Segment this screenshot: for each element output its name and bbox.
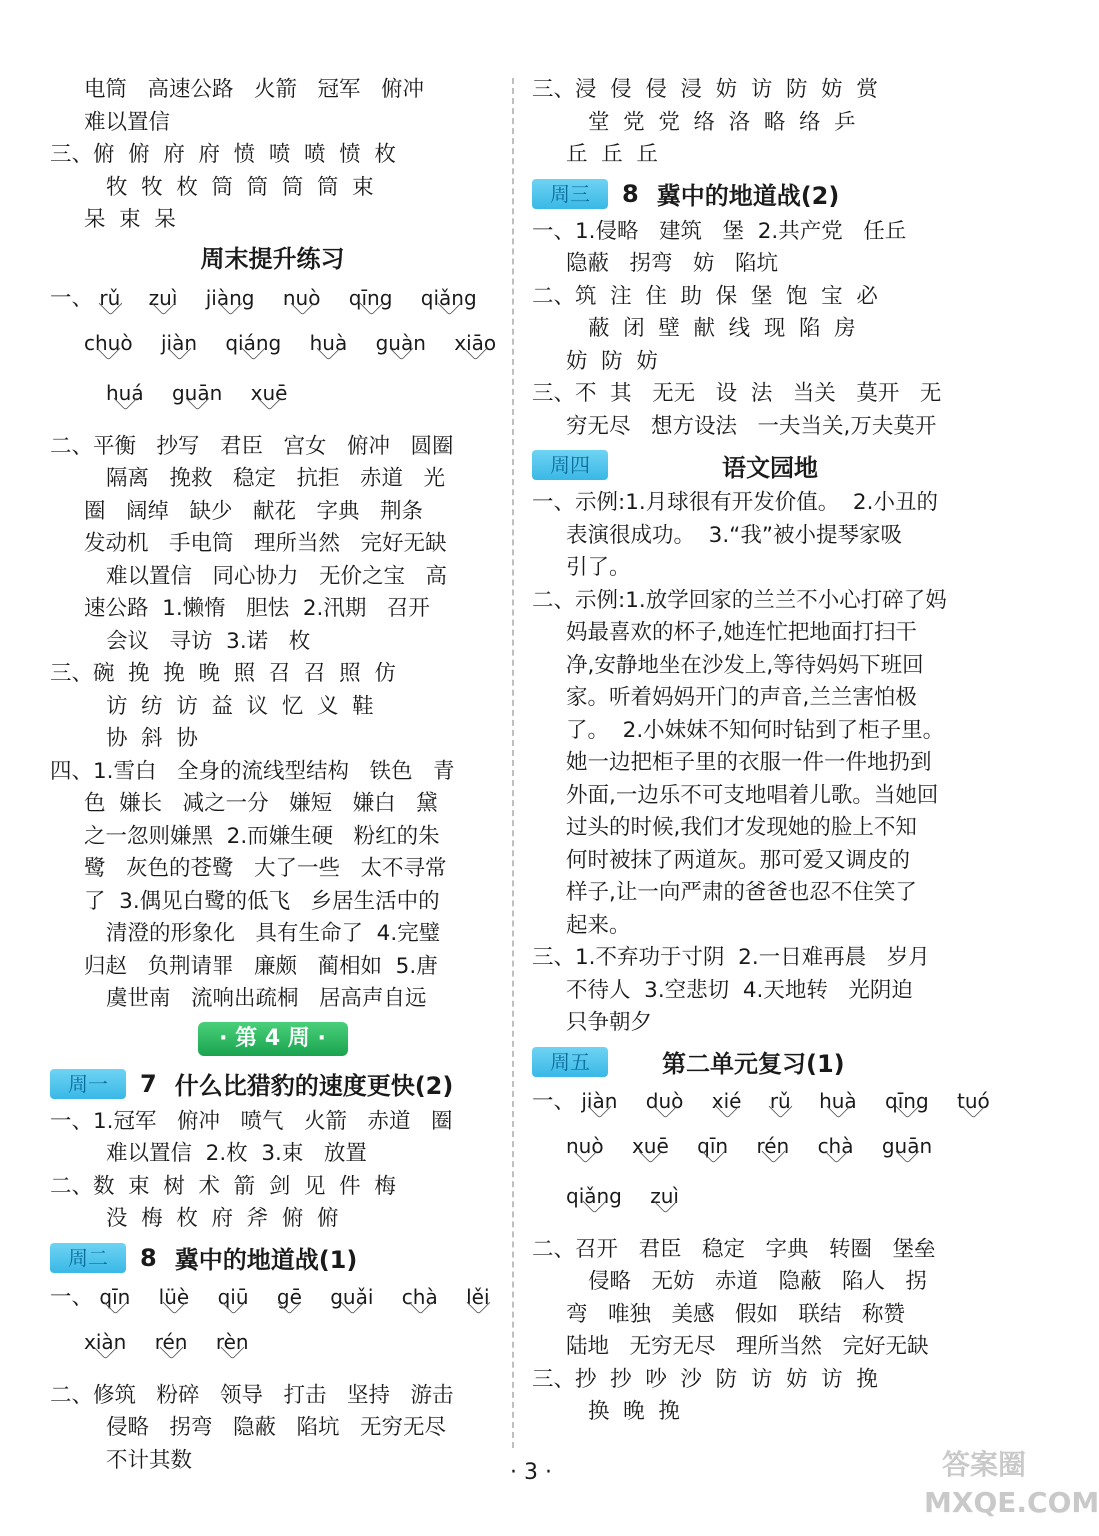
pinyin-word: lěi (466, 1284, 490, 1309)
item-prefix: 一、 (50, 285, 94, 311)
text-line: 只争朝夕 (566, 1010, 653, 1035)
day-tag: 周四 (532, 450, 608, 480)
pinyin-word: lüè (158, 1284, 190, 1309)
pinyin-row (50, 331, 495, 381)
pinyin-word: rén (154, 1329, 188, 1354)
text-line: 穷无尽 想方设法 一夫当关,万夫莫开 (566, 413, 937, 439)
pinyin-word: qiǎng (420, 285, 477, 310)
text-line: 二、平衡 抄写 君臣 宫女 俯冲 圆圈 (50, 433, 454, 459)
pinyin-word: guǎi (330, 1284, 374, 1309)
pinyin-word: nuò (282, 285, 321, 310)
text-line: 之一忽则嫌黑 2.而嫌生硬 粉红的朱 (84, 823, 440, 849)
day-tag: 周五 (532, 1047, 608, 1077)
text-line: 样子,让一向严肃的爸爸也忍不住笑了 (566, 880, 917, 905)
text-line: 归赵 负荆请罪 廉颇 蔺相如 5.唐 (84, 953, 438, 979)
text-line: 隐蔽 拐弯 妨 陷坑 (566, 251, 779, 276)
pinyin-word: nuò (566, 1133, 604, 1158)
pinyin-word: rǔ (769, 1088, 791, 1113)
text-line: 清澄的形象化 具有生命了 4.完璧 (106, 921, 441, 946)
lesson-number: 7 (140, 1069, 157, 1098)
text-line: 三、浸 侵 侵 浸 妨 访 防 妨 赏 (532, 77, 878, 102)
lesson-number: 8 (622, 179, 639, 208)
right-column (532, 74, 990, 1429)
text-line: 圈 阔绰 缺少 献花 字典 荆条 (84, 498, 424, 524)
text-line: 表演很成功。 3.“我”被小提琴家吸 (566, 522, 902, 548)
lesson-header (50, 1062, 495, 1106)
lesson-title: 冀中的地道战(1) (174, 1246, 358, 1274)
text-line: 侵略 拐弯 隐蔽 陷坑 无穷无尽 (106, 1415, 447, 1440)
page-number: · 3 · (510, 1460, 552, 1485)
pinyin-word: qīng (885, 1088, 929, 1113)
lesson-number: 8 (140, 1243, 157, 1272)
text-line: 难以置信 同心协力 无价之宝 高 (106, 563, 448, 589)
pinyin-word: qīn (697, 1133, 729, 1158)
pinyin-word: qiǎng (566, 1183, 622, 1208)
text-line: 协 斜 协 (106, 726, 198, 751)
pinyin-word: tuó (957, 1088, 990, 1113)
text-line: 蔽 闭 壁 献 线 现 陷 房 (588, 316, 856, 341)
text-line: 二、示例:1.放学回家的兰兰不小心打碎了妈 (532, 587, 947, 613)
text-line: 呆 束 呆 (84, 207, 176, 232)
pinyin-word: huá (106, 380, 144, 405)
text-line: 侵略 无妨 赤道 隐蔽 陷人 拐 (588, 1269, 928, 1294)
text-line: 会议 寻访 3.诺 枚 (106, 628, 311, 654)
text-line: 引了。 (566, 555, 631, 580)
text-line: 一、示例:1.月球很有开发价值。 2.小丑的 (532, 490, 938, 515)
pinyin-word: guān (171, 380, 223, 405)
pinyin-word: huà (309, 330, 348, 355)
text-line: 难以置信 2.枚 3.束 放置 (106, 1141, 367, 1166)
left-column (50, 74, 495, 1477)
text-line: 一、1.侵略 建筑 堡 2.共产党 任丘 (532, 218, 907, 244)
lesson-title: 语文园地 (722, 453, 818, 482)
pinyin-word: qiáng (225, 330, 282, 355)
pinyin-word: jiàng (205, 285, 255, 310)
item-prefix: 一、 (50, 1284, 94, 1310)
text-line: 起来。 (566, 912, 631, 938)
text-line: 了 3.偶见白鹭的低飞 乡居生活中的 (84, 888, 440, 914)
text-line: 三、俯 俯 府 府 愤 喷 喷 愤 枚 (50, 142, 396, 167)
text-line: 没 梅 枚 府 斧 俯 俯 (106, 1206, 339, 1231)
lesson-header (532, 443, 977, 487)
text-line: 不计其数 (106, 1447, 193, 1473)
pinyin-word: xié (711, 1088, 742, 1113)
text-line: 牧 牧 枚 筒 筒 筒 筒 束 (106, 174, 374, 200)
text-line: 难以置信 (84, 109, 171, 135)
day-tag: 周一 (50, 1069, 126, 1099)
pinyin-word: gē (276, 1284, 302, 1309)
text-line: 陆地 无穷无尽 理所当然 完好无缺 (566, 1334, 929, 1359)
text-line: 四、1.雪白 全身的流线型结构 铁色 青 (50, 758, 455, 784)
pinyin-row (50, 1280, 495, 1330)
column-divider (512, 78, 514, 1448)
text-line: 电筒 高速公路 火箭 冠军 俯冲 (84, 77, 425, 102)
text-line: 色 嫌长 减之一分 嫌短 嫌白 黛 (84, 791, 438, 816)
section-title: 周末提升练习 (200, 244, 345, 273)
day-tag: 周二 (50, 1243, 126, 1273)
text-line: 三、碗 挽 挽 晚 照 召 召 照 仿 (50, 661, 396, 686)
pinyin-word: rèn (215, 1329, 249, 1354)
text-line: 堂 党 党 络 洛 略 络 乒 (588, 109, 856, 135)
pinyin-row (50, 1330, 495, 1380)
text-line: 二、筑 注 住 助 保 堡 饱 宝 必 (532, 283, 878, 309)
text-line: 丘 丘 丘 (566, 142, 658, 167)
pinyin-word: zuì (148, 285, 178, 310)
pinyin-word: xiàn (84, 1329, 127, 1354)
text-line: 虞世南 流响出疏桐 居高声自远 (106, 986, 427, 1011)
text-line: 二、修筑 粉碎 领导 打击 坚持 游击 (50, 1382, 454, 1408)
pinyin-word: jiàn (581, 1088, 618, 1113)
text-line: 发动机 手电筒 理所当然 完好无缺 (84, 531, 447, 556)
text-line: 外面,一边乐不可支地唱着儿歌。当她回 (566, 782, 939, 808)
text-line: 弯 唯独 美感 假如 联结 称赞 (566, 1301, 906, 1327)
text-line: 三、1.不弃功于寸阴 2.一日难再晨 岁月 (532, 945, 930, 970)
pinyin-word: chà (817, 1133, 854, 1158)
lesson-header (532, 172, 977, 216)
pinyin-word: chà (401, 1284, 438, 1309)
pinyin-word: guàn (375, 330, 426, 355)
pinyin-word: huà (819, 1088, 857, 1113)
text-line: 她一边把柜子里的衣服一件一件地扔到 (566, 750, 932, 775)
text-line: 换 晚 挽 (588, 1399, 680, 1424)
item-prefix: 一、 (532, 1088, 576, 1114)
pinyin-row (532, 1134, 977, 1184)
text-line: 鹭 灰色的苍鹭 大了一些 太不寻常 (84, 856, 447, 881)
pinyin-word: duò (645, 1088, 684, 1113)
text-line: 净,安静地坐在沙发上,等待妈妈下班回 (566, 652, 924, 678)
lesson-title: 第二单元复习(1) (662, 1050, 845, 1078)
text-line: 过头的时候,我们才发现她的脸上不知 (566, 815, 917, 840)
pinyin-word: zuì (650, 1183, 679, 1208)
pinyin-row (532, 1184, 977, 1234)
text-line: 一、1.冠军 俯冲 喷气 火箭 赤道 圈 (50, 1108, 453, 1134)
pinyin-word: rén (756, 1133, 790, 1158)
pinyin-word: qiū (217, 1284, 249, 1309)
pinyin-word: chuò (84, 330, 133, 355)
text-line: 何时被抹了两道灰。那可爱又调皮的 (566, 847, 911, 873)
text-line: 妈最喜欢的杯子,她连忙把地面打扫干 (566, 620, 917, 645)
pinyin-row (50, 381, 495, 431)
text-line: 二、数 束 树 术 箭 剑 见 件 梅 (50, 1173, 396, 1199)
lesson-header (50, 1236, 495, 1280)
week-banner: · 第 4 周 · (198, 1022, 348, 1056)
pinyin-word: guān (881, 1133, 933, 1158)
text-line: 了。 2.小妹妹不知何时钻到了柜子里。 (566, 717, 945, 743)
text-line: 三、不 其 无无 设 法 当关 莫开 无 (532, 381, 942, 406)
lesson-title: 冀中的地道战(2) (656, 182, 840, 210)
text-line: 不待人 3.空悲切 4.天地转 光阴迫 (566, 977, 913, 1003)
pinyin-word: xuē (631, 1133, 669, 1158)
text-line: 速公路 1.懒惰 胆怯 2.汛期 召开 (84, 596, 430, 621)
pinyin-row (532, 1084, 990, 1134)
text-line: 隔离 挽救 稳定 抗拒 赤道 光 (106, 466, 446, 491)
text-line: 三、抄 抄 吵 沙 防 访 妨 访 挽 (532, 1366, 878, 1392)
pinyin-word: qīn (99, 1284, 131, 1309)
pinyin-word: rǔ (99, 285, 121, 310)
day-tag: 周三 (532, 179, 608, 209)
watermark: 答案圈 MXQE.COM (924, 1448, 1099, 1519)
text-line: 访 纺 访 益 议 忆 义 鞋 (106, 693, 374, 719)
lesson-header (532, 1040, 977, 1084)
text-line: 妨 防 妨 (566, 348, 658, 374)
pinyin-row (50, 281, 495, 331)
pinyin-word: jiàn (160, 330, 197, 355)
pinyin-word: qīng (348, 285, 393, 310)
lesson-title: 什么比猎豹的速度更快(2) (174, 1072, 454, 1100)
pinyin-word: xuē (250, 380, 288, 405)
text-line: 二、召开 君臣 稳定 字典 转圈 堡垒 (532, 1236, 936, 1262)
pinyin-word: xiāo (454, 330, 497, 355)
text-line: 家。听着妈妈开门的声音,兰兰害怕极 (566, 685, 917, 710)
